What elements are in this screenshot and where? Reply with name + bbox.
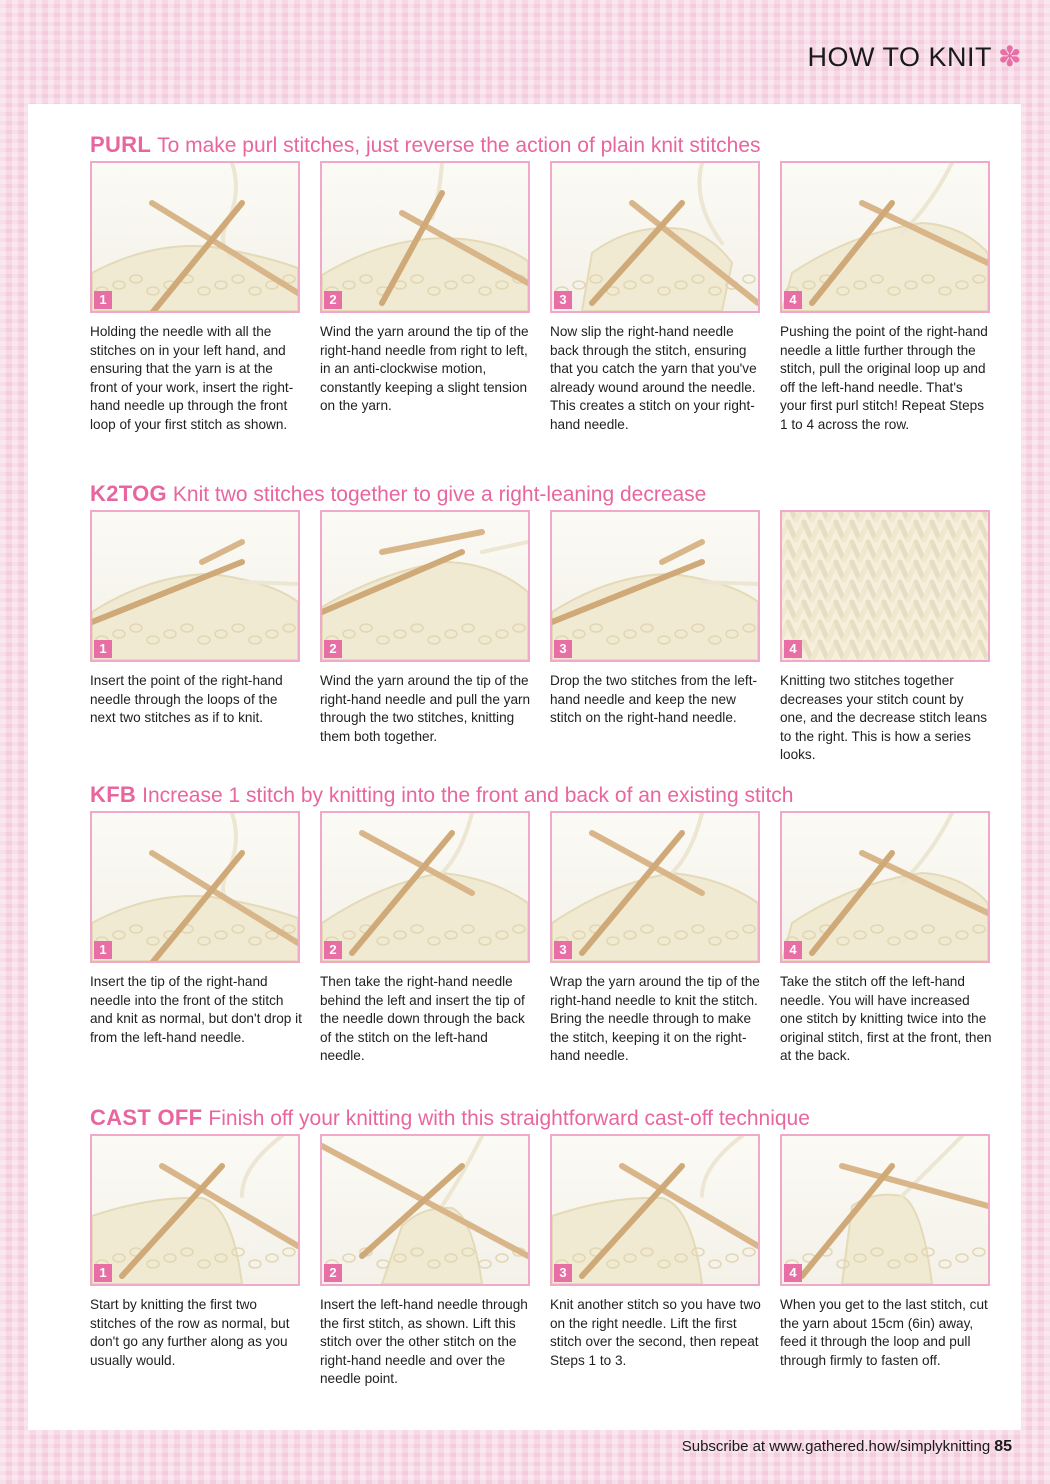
step-caption: Insert the tip of the right-hand needle into the front of the stitch and knit as normal, but don't drop it from the left-hand needle. — [90, 974, 302, 1045]
step-photo — [550, 1134, 760, 1286]
step-photo — [90, 1134, 300, 1286]
step-card — [780, 161, 990, 435]
step-photo — [780, 510, 990, 662]
step-caption: Holding the needle with all the stitches on in your left hand, and ensuring that the yarn is at the front of your work, insert the right-hand needle up through the front loop of your first stitch as shown. — [90, 324, 294, 432]
step-photo — [780, 1134, 990, 1286]
step-caption: Start by knitting the first two stitches of the row as normal, but don't go any further along as you usually would. — [90, 1297, 290, 1368]
step-caption: Wrap the yarn around the tip of the right-hand needle to knit the stitch. Bring the needle through to make the stitch, keeping it on the right-hand needle. — [550, 974, 760, 1064]
running-head — [808, 40, 1022, 73]
step-number-badge: 1 — [94, 941, 112, 959]
step-caption: Take the stitch off the left-hand needle. You will have increased one stitch by knitting twice into the original stitch, first at the front, then at the back. — [780, 974, 992, 1064]
step-number-badge: 4 — [784, 640, 802, 658]
step-caption: Knit another stitch so you have two on the right needle. Lift the first stitch over the second, then repeat Steps 1 to 3. — [550, 1297, 761, 1368]
step-photo — [320, 161, 530, 313]
step-card — [780, 1134, 990, 1370]
step-card — [780, 510, 990, 765]
step-number-badge: 4 — [784, 1264, 802, 1282]
step-photo — [90, 161, 300, 313]
section-title — [90, 132, 992, 162]
section-kfb — [90, 782, 992, 1064]
step-caption: Wind the yarn around the tip of the right-hand needle and pull the yarn through the two stitches, knitting them both together. — [320, 673, 531, 744]
step-number-badge: 2 — [324, 291, 342, 309]
page-footer — [682, 1438, 1012, 1456]
step-photo — [320, 1134, 530, 1286]
step-caption: Pushing the point of the right-hand needle a little further through the stitch, pull the original loop up and off the left-hand needle. That's your first purl stitch! Repeat Steps 1 to 4 across the row. — [780, 324, 988, 432]
step-number-badge: 1 — [94, 640, 112, 658]
section-subtitle: Knit two stitches together to give a right-leaning decrease — [172, 483, 707, 506]
step-caption: Insert the point of the right-hand needle through the loops of the next two stitches as if to knit. — [90, 673, 283, 726]
section-keyword: K2TOG — [90, 481, 167, 506]
step-card — [320, 161, 530, 416]
page-number: 85 — [994, 1438, 1012, 1455]
step-caption: Now slip the right-hand needle back through the stitch, ensuring that you catch the yarn that you've already wound around the needle. This creates a stitch on your right-hand needle. — [550, 324, 757, 432]
step-photo — [320, 811, 530, 963]
section-keyword: CAST OFF — [90, 1105, 203, 1130]
step-number-badge: 4 — [784, 941, 802, 959]
step-number-badge: 2 — [324, 640, 342, 658]
step-card — [90, 510, 300, 728]
step-card — [550, 161, 760, 435]
step-photo — [90, 811, 300, 963]
section-keyword: KFB — [90, 782, 137, 807]
step-photo — [320, 510, 530, 662]
step-number-badge: 4 — [784, 291, 802, 309]
step-number-badge: 2 — [324, 1264, 342, 1282]
step-card — [90, 161, 300, 435]
step-card — [320, 811, 530, 1066]
step-caption: Drop the two stitches from the left-hand needle and keep the new stitch on the right-hand needle. — [550, 673, 758, 726]
step-number-badge: 3 — [554, 941, 572, 959]
section-subtitle: Finish off your knitting with this straightforward cast-off technique — [208, 1107, 810, 1130]
step-photo — [550, 161, 760, 313]
section-keyword: PURL — [90, 132, 152, 157]
section-cast-off — [90, 1105, 992, 1387]
running-head-text: HOW TO KNIT — [807, 42, 993, 72]
step-photo — [550, 510, 760, 662]
subscribe-line: Subscribe at www.gathered.how/simplyknitting — [681, 1438, 991, 1455]
step-number-badge: 2 — [324, 941, 342, 959]
step-card — [320, 1134, 530, 1389]
step-number-badge: 3 — [554, 640, 572, 658]
step-caption: Then take the right-hand needle behind the left and insert the tip of the needle down through the back of the stitch on the left-hand needle. — [320, 974, 525, 1064]
step-number-badge: 3 — [554, 1264, 572, 1282]
step-photo — [780, 161, 990, 313]
step-photo — [90, 510, 300, 662]
step-card — [90, 1134, 300, 1370]
step-card — [550, 510, 760, 728]
step-caption: Knitting two stitches together decreases your stitch count by one, and the decrease stitch leans to the right. This is how a series looks. — [780, 673, 988, 763]
step-card — [780, 811, 990, 1066]
flower-icon: ✽ — [998, 41, 1022, 72]
step-card — [550, 811, 760, 1066]
section-subtitle: To make purl stitches, just reverse the action of plain knit stitches — [157, 134, 761, 157]
step-card — [320, 510, 530, 746]
step-number-badge: 1 — [94, 291, 112, 309]
step-card — [90, 811, 300, 1047]
section-purl — [90, 132, 992, 432]
step-number-badge: 1 — [94, 1264, 112, 1282]
section-title — [90, 481, 992, 511]
step-caption: When you get to the last stitch, cut the yarn about 15cm (6in) away, feed it through the loop and pull through firmly to fasten off. — [780, 1297, 988, 1368]
section-title — [90, 1105, 992, 1135]
step-card — [550, 1134, 760, 1370]
step-photo — [550, 811, 760, 963]
step-photo — [780, 811, 990, 963]
section-k2tog — [90, 481, 992, 763]
step-caption: Insert the left-hand needle through the first stitch, as shown. Lift this stitch over the other stitch on the right-hand needle and over the needle point. — [320, 1297, 528, 1387]
section-subtitle: Increase 1 stitch by knitting into the front and back of an existing stitch — [142, 784, 794, 807]
section-title — [90, 782, 992, 812]
step-number-badge: 3 — [554, 291, 572, 309]
step-caption: Wind the yarn around the tip of the right-hand needle from right to left, in an anti-clockwise motion, constantly keeping a slight tension on the yarn. — [320, 324, 529, 414]
